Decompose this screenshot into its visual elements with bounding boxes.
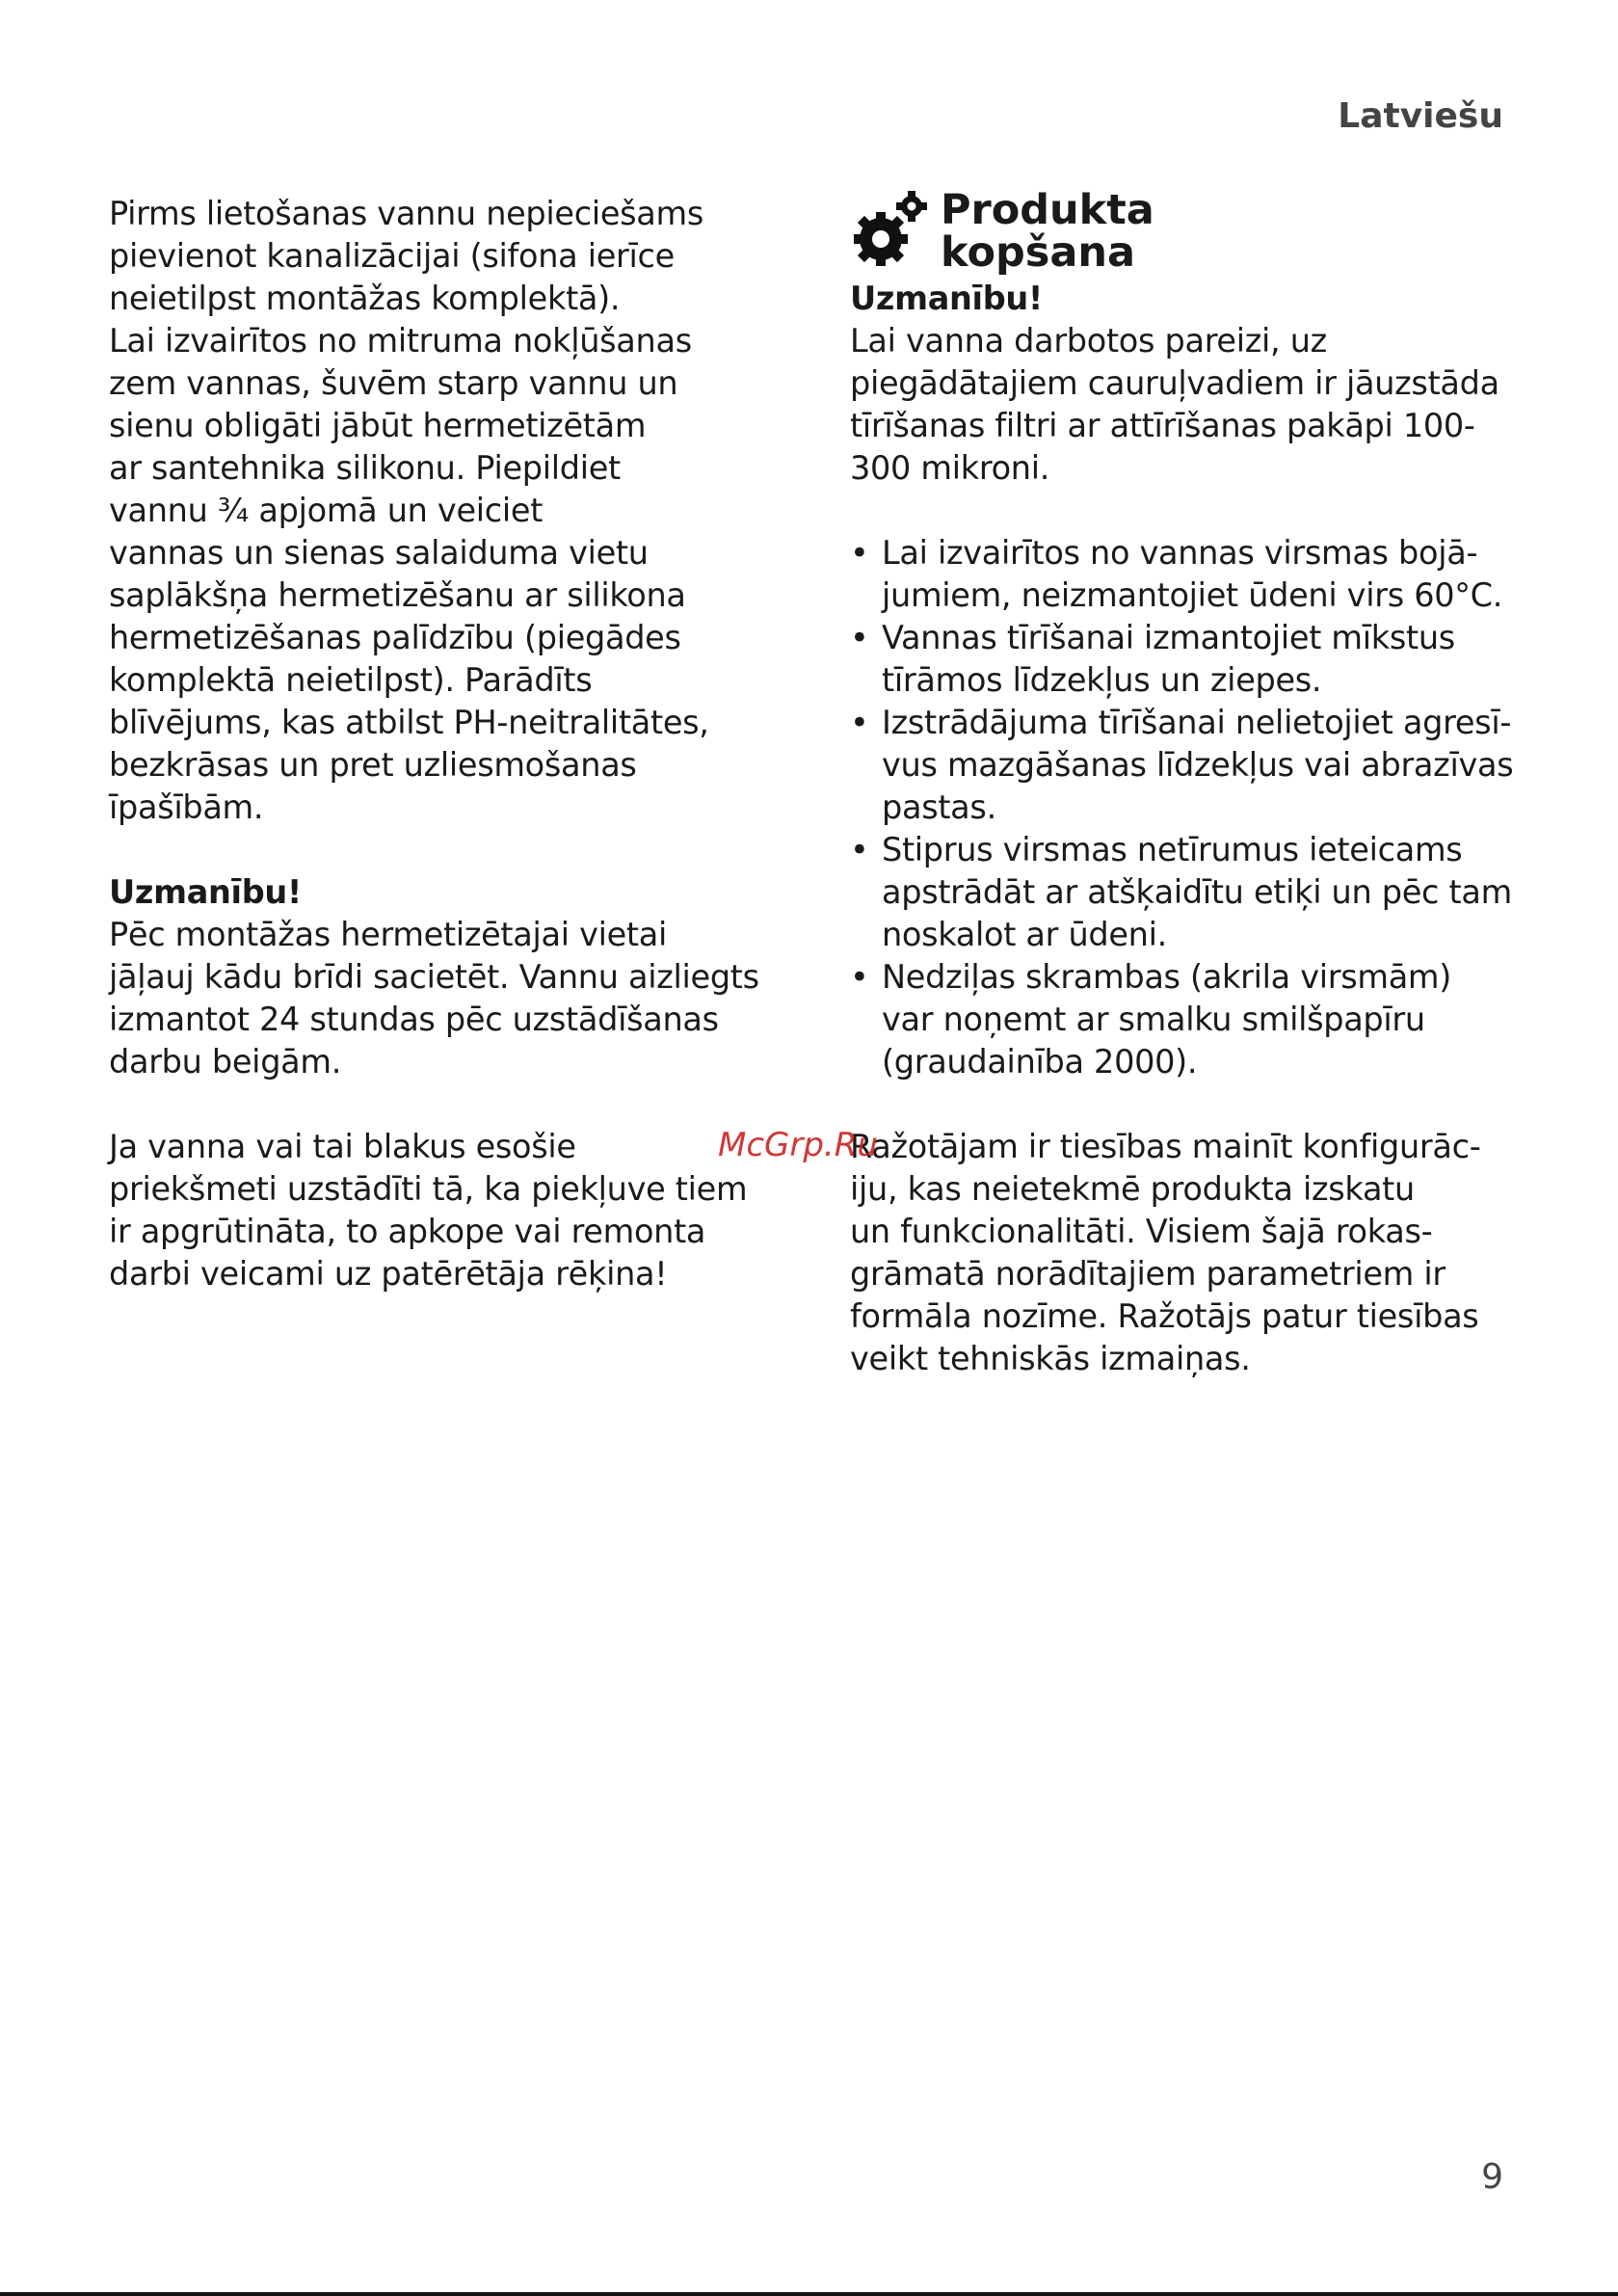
left-column <box>109 193 783 1295</box>
language-label: Latviešu <box>1338 96 1503 136</box>
warning-text-right: Lai vanna darbotos pareizi, uz piegādātajiem cauruļvadiem ir jāuzstāda tīrīšanas filtri ar attīrīšanas pakāpi 100- 300 mikroni. <box>850 322 1499 487</box>
list-item: • Stiprus virsmas netīrumus ieteicams apstrādāt ar atšķaidītu etiķi un pēc tam noskalot ar ūdeni. <box>850 829 1515 956</box>
list-item: • Izstrādājuma tīrīšanai nelietojiet agresī- vus mazgāšanas līdzekļus vai abrazīvas pastas. <box>850 702 1515 829</box>
warning-heading-right: Uzmanību! <box>850 280 1043 317</box>
gears-icon <box>850 189 927 272</box>
warning-heading-left: Uzmanību! <box>109 873 302 911</box>
list-item: • Vannas tīrīšanai izmantojiet mīkstus tīrāmos līdzekļus un ziepes. <box>850 617 1515 702</box>
right-column <box>850 186 1515 1380</box>
page-number: 9 <box>1481 2157 1503 2197</box>
warning-text-left: Pēc montāžas hermetizētajai vietai jāļauj kādu brīdi sacietēt. Vannu aizliegts izmantot 24 stundas pēc uzstādīšanas darbu beigām. <box>109 916 759 1081</box>
list-item: • Nedziļas skrambas (akrila virsmām) var noņemt ar smalku smilšpapīru (graudainība 2000). <box>850 956 1515 1083</box>
bottom-rule <box>0 2292 1618 2296</box>
section-header <box>850 186 1515 278</box>
care-instructions-list <box>850 532 1515 1083</box>
manufacturer-note: Ražotājam ir tiesības mainīt konfigurāc- iju, kas neietekmē produkta izskatu un funkcionalitāti. Visiem šajā rokas- grāmatā norādītajiem parametriem ir formāla nozīme. Ražotājs patur tiesības veikt tehniskās izmaiņas. <box>850 1128 1481 1377</box>
watermark: McGrp.Ru <box>718 1126 878 1164</box>
list-item: • Lai izvairītos no vannas virsmas bojā- jumiem, neizmantojiet ūdeni virs 60°C. <box>850 532 1515 617</box>
installation-intro: Pirms lietošanas vannu nepieciešams pievienot kanalizācijai (sifona ierīce neietilpst montāžas komplektā). Lai izvairītos no mitruma nokļūšanas zem vannas, šuvēm starp vannu un sienu obligāti jābūt hermetizētām ar santehnika silikonu. Piepildiet vannu ¾ apjomā un veiciet vannas un sienas salaiduma vietu saplākšņa hermetizēšanu ar silikona hermetizēšanas palīdzību (piegādes komplektā neietilpst). Parādīts blīvējums, kas atbilst PH-neitralitātes, bezkrāsas un pret uzliesmošanas īpašībām. <box>109 195 709 826</box>
access-note: Ja vanna vai tai blakus esošie priekšmeti uzstādīti tā, ka piekļuve tiem ir apgrūtināta, to apkope vai remonta darbi veicami uz patērētāja rēķina! <box>109 1128 748 1293</box>
section-title: Produkta kopšana <box>941 186 1154 277</box>
